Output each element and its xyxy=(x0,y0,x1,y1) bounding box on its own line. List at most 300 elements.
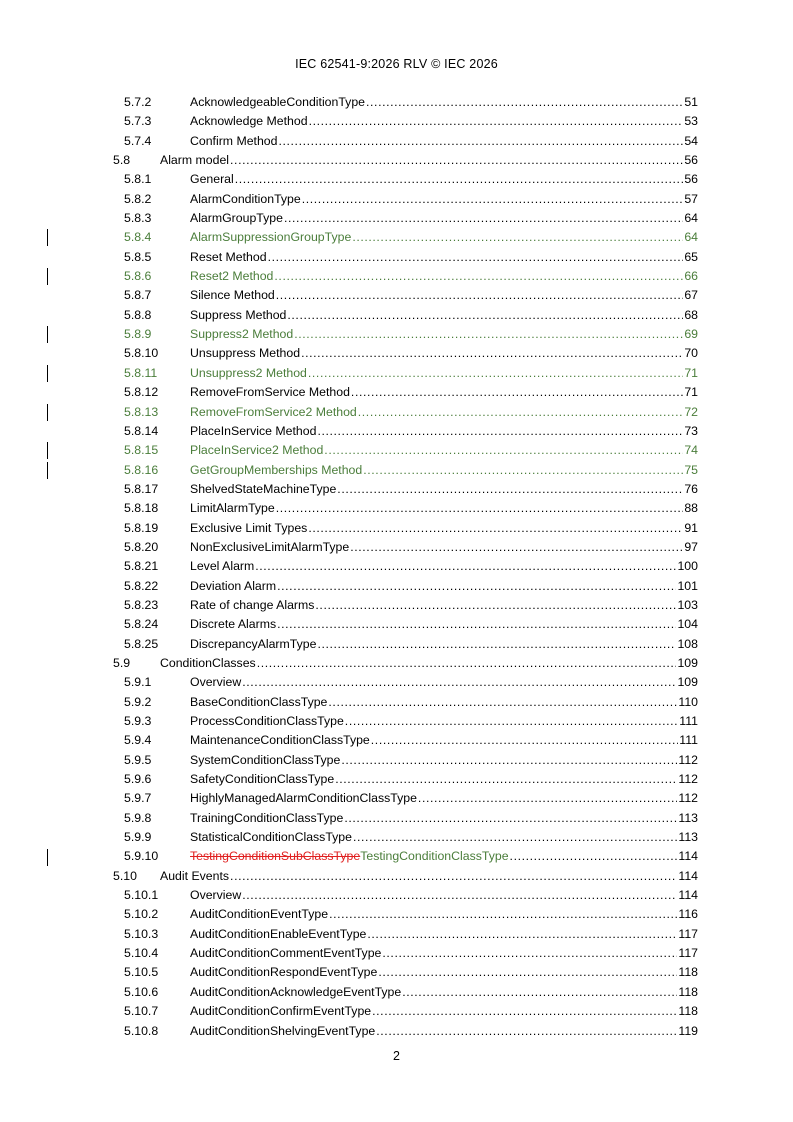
toc-entry-page: 73 xyxy=(684,423,698,438)
dot-leader xyxy=(276,499,684,518)
toc-entry[interactable] xyxy=(110,538,700,557)
toc-entry-page: 108 xyxy=(677,636,698,651)
toc-entry[interactable] xyxy=(110,944,700,963)
dot-leader xyxy=(341,751,677,770)
dot-leader xyxy=(382,944,677,963)
toc-entry-number: 5.8.23 xyxy=(124,597,159,612)
toc-entry-number: 5.10.7 xyxy=(124,1004,159,1019)
toc-entry-number: 5.8.24 xyxy=(124,617,159,632)
toc-entry-number: 5.10.1 xyxy=(124,888,159,903)
toc-entry-title[interactable] xyxy=(190,847,509,866)
dot-leader xyxy=(274,267,683,286)
toc-entry[interactable] xyxy=(110,983,700,1002)
toc-entry-body xyxy=(190,422,698,441)
toc-entry-body xyxy=(190,403,698,422)
toc-entry-body xyxy=(190,635,698,654)
toc-entry[interactable] xyxy=(110,151,700,170)
toc-entry[interactable] xyxy=(110,577,700,596)
toc-entry-body xyxy=(190,828,698,847)
change-bar xyxy=(47,229,48,246)
toc-entry-page: 119 xyxy=(678,1023,698,1038)
toc-entry-body xyxy=(190,731,698,750)
toc-entry[interactable] xyxy=(110,847,700,866)
dot-leader xyxy=(235,170,684,189)
page-number: 2 xyxy=(393,1049,400,1063)
change-bar xyxy=(47,365,48,382)
dot-leader xyxy=(372,1002,677,1021)
toc-entry-body xyxy=(190,209,698,228)
toc-entry-title[interactable]: Deviation Alarm xyxy=(190,578,277,593)
toc-entry-page: 56 xyxy=(684,153,698,168)
toc-entry-page: 113 xyxy=(678,830,698,845)
dot-leader xyxy=(308,364,683,383)
toc-entry-number: 5.8.5 xyxy=(124,249,152,264)
toc-entry-title[interactable]: PlaceInService Method xyxy=(190,423,317,438)
toc-entry[interactable] xyxy=(110,867,700,886)
toc-entry[interactable] xyxy=(110,809,700,828)
toc-entry-body xyxy=(190,364,698,383)
toc-entry[interactable] xyxy=(110,557,700,576)
toc-entry-title[interactable]: LimitAlarmType xyxy=(190,501,275,516)
dot-leader xyxy=(352,228,683,247)
dot-leader xyxy=(276,286,684,305)
inserted-title-text: TestingConditionClassType xyxy=(360,849,509,864)
toc-entry-body xyxy=(190,693,698,712)
toc-entry-title[interactable]: NonExclusiveLimitAlarmType xyxy=(190,539,350,554)
dot-leader xyxy=(329,905,677,924)
toc-entry-page: 64 xyxy=(684,211,698,226)
toc-entry-page: 54 xyxy=(684,133,698,148)
dot-leader xyxy=(317,422,683,441)
toc-entry-page: 75 xyxy=(684,462,698,477)
toc-entry-body xyxy=(190,93,698,112)
toc-entry-page: 117 xyxy=(678,946,698,961)
toc-entry-body xyxy=(190,847,698,866)
toc-entry-title[interactable]: HighlyManagedAlarmConditionClassType xyxy=(190,791,417,806)
toc-entry-title[interactable]: DiscrepancyAlarmType xyxy=(190,636,317,651)
toc-entry-page: 114 xyxy=(678,868,698,883)
dot-leader xyxy=(344,809,677,828)
toc-entry-page: 68 xyxy=(684,307,698,322)
toc-entry-number: 5.8.8 xyxy=(124,307,152,322)
toc-entry-body xyxy=(190,963,698,982)
toc-entry-page: 97 xyxy=(684,539,698,554)
toc-entry-page: 71 xyxy=(684,365,698,380)
toc-entry[interactable] xyxy=(110,770,700,789)
toc-entry-body xyxy=(190,925,698,944)
toc-entry-page: 118 xyxy=(678,965,698,980)
toc-entry-number: 5.8.25 xyxy=(124,636,159,651)
dot-leader xyxy=(324,441,683,460)
toc-entry-page: 114 xyxy=(678,849,698,864)
dot-leader xyxy=(363,461,683,480)
toc-entry-page: 72 xyxy=(684,404,698,419)
toc-entry-body xyxy=(190,112,698,131)
toc-entry[interactable] xyxy=(110,403,700,422)
toc-entry[interactable] xyxy=(110,635,700,654)
toc-entry-number: 5.10.6 xyxy=(124,984,159,999)
toc-entry-title[interactable]: StatisticalConditionClassType xyxy=(190,830,352,845)
toc-entry-number: 5.10.3 xyxy=(124,926,159,941)
toc-entry-title[interactable]: PlaceInService2 Method xyxy=(190,443,324,458)
toc-entry-title[interactable]: SystemConditionClassType xyxy=(190,752,341,767)
toc-entry-title[interactable]: Exclusive Limit Types xyxy=(190,520,308,535)
toc-entry-number: 5.8.12 xyxy=(124,385,159,400)
toc-entry-title[interactable]: Alarm model xyxy=(160,153,230,168)
toc-entry-body xyxy=(160,867,698,886)
toc-entry-title[interactable]: Level Alarm xyxy=(190,559,255,574)
toc-entry-number: 5.7.3 xyxy=(124,114,152,129)
toc-entry-body xyxy=(190,770,698,789)
dot-leader xyxy=(230,867,677,886)
toc-entry-page: 101 xyxy=(677,578,698,593)
dot-leader xyxy=(309,112,684,131)
toc-entry-number: 5.8.20 xyxy=(124,539,159,554)
dot-leader xyxy=(287,306,683,325)
toc-entry-title[interactable]: AlarmGroupType xyxy=(190,211,283,226)
toc-entry-title[interactable]: AuditConditionEventType xyxy=(190,907,329,922)
dot-leader xyxy=(277,577,676,596)
toc-entry-title[interactable]: BaseConditionClassType xyxy=(190,694,328,709)
toc-entry-body xyxy=(160,654,698,673)
toc-entry-body xyxy=(190,383,698,402)
toc-entry-number: 5.9.3 xyxy=(124,714,152,728)
toc-entry-number: 5.9.6 xyxy=(124,772,152,787)
toc-entry[interactable] xyxy=(110,190,700,209)
toc-entry-number: 5.9.10 xyxy=(124,849,159,864)
dot-leader xyxy=(317,635,676,654)
toc-entry-page: 64 xyxy=(684,230,698,245)
toc-entry-number: 5.8.2 xyxy=(124,191,152,206)
table-of-contents xyxy=(110,93,700,1041)
dot-leader xyxy=(242,886,677,905)
toc-entry-number: 5.9.9 xyxy=(124,830,152,845)
toc-entry-page: 118 xyxy=(678,984,698,999)
toc-entry-title[interactable]: Suppress2 Method xyxy=(190,327,294,342)
toc-entry[interactable] xyxy=(110,422,700,441)
toc-entry[interactable] xyxy=(110,905,700,924)
toc-entry-number: 5.8.4 xyxy=(124,230,152,245)
toc-entry-page: 111 xyxy=(679,714,698,728)
toc-entry-title[interactable]: Unsuppress Method xyxy=(190,346,301,361)
dot-leader xyxy=(284,209,683,228)
toc-entry-body xyxy=(190,886,698,905)
toc-entry-page: 66 xyxy=(684,269,698,284)
change-bar xyxy=(47,326,48,343)
toc-entry-title[interactable]: AuditConditionEnableEventType xyxy=(190,926,367,941)
toc-entry-title[interactable]: Unsuppress2 Method xyxy=(190,365,307,380)
toc-entry[interactable] xyxy=(110,596,700,615)
toc-entry-page: 112 xyxy=(678,791,698,806)
toc-entry[interactable] xyxy=(110,306,700,325)
toc-entry[interactable] xyxy=(110,93,700,112)
toc-entry-page: 116 xyxy=(678,907,698,922)
toc-entry-title[interactable]: AlarmSuppressionGroupType xyxy=(190,230,352,245)
toc-entry-page: 65 xyxy=(684,249,698,264)
change-bar xyxy=(47,442,48,459)
toc-entry-page: 67 xyxy=(684,288,698,303)
toc-entry[interactable] xyxy=(110,789,700,808)
toc-entry-body xyxy=(190,944,698,963)
toc-entry-title[interactable]: Reset Method xyxy=(190,249,267,264)
toc-entry-body xyxy=(160,151,698,170)
toc-entry-body xyxy=(190,596,698,615)
toc-entry-title[interactable]: Overview xyxy=(190,888,242,903)
toc-entry-number: 5.7.4 xyxy=(124,133,152,148)
toc-entry-page: 111 xyxy=(679,733,698,748)
page-header: IEC 62541-9:2026 RLV © IEC 2026 xyxy=(295,57,498,71)
dot-leader xyxy=(302,190,684,209)
toc-entry-number: 5.8.9 xyxy=(124,327,152,342)
toc-entry-body xyxy=(190,461,698,480)
toc-entry-number: 5.8.6 xyxy=(124,269,152,284)
toc-entry-number: 5.8.15 xyxy=(124,443,159,458)
dot-leader xyxy=(257,654,677,673)
toc-entry[interactable] xyxy=(110,170,700,189)
dot-leader xyxy=(268,248,684,267)
toc-entry-title[interactable]: Rate of change Alarms xyxy=(190,597,315,612)
toc-entry-body xyxy=(190,267,698,286)
dot-leader xyxy=(337,480,683,499)
toc-entry-body xyxy=(190,170,698,189)
toc-entry-body xyxy=(190,480,698,499)
toc-entry[interactable] xyxy=(110,441,700,460)
toc-entry-page: 100 xyxy=(677,559,698,574)
dot-leader xyxy=(378,963,677,982)
toc-entry-body xyxy=(190,712,698,731)
toc-entry-number: 5.9.7 xyxy=(124,791,152,806)
toc-entry[interactable] xyxy=(110,1022,700,1041)
toc-entry-number: 5.10.2 xyxy=(124,907,159,922)
toc-entry[interactable] xyxy=(110,480,700,499)
toc-entry-number: 5.10 xyxy=(113,868,137,883)
toc-entry-number: 5.8.22 xyxy=(124,578,159,593)
toc-entry-title[interactable]: Confirm Method xyxy=(190,133,278,148)
toc-entry-title[interactable]: Suppress Method xyxy=(190,307,287,322)
toc-entry[interactable] xyxy=(110,828,700,847)
dot-leader xyxy=(242,673,676,692)
toc-entry-title[interactable]: Discrete Alarms xyxy=(190,617,277,632)
toc-entry[interactable] xyxy=(110,325,700,344)
dot-leader xyxy=(402,983,677,1002)
toc-entry[interactable] xyxy=(110,344,700,363)
dot-leader xyxy=(367,925,677,944)
toc-entry[interactable] xyxy=(110,228,700,247)
toc-entry-number: 5.7.2 xyxy=(124,95,152,109)
toc-entry-title[interactable]: AuditConditionCommentEventType xyxy=(190,946,382,961)
toc-entry-number: 5.8.17 xyxy=(124,481,159,496)
toc-entry-title[interactable]: RemoveFromService2 Method xyxy=(190,404,357,419)
dot-leader xyxy=(358,403,684,422)
toc-entry-body xyxy=(190,809,698,828)
toc-entry-page: 91 xyxy=(684,520,698,535)
toc-entry-page: 51 xyxy=(684,95,698,109)
change-bar xyxy=(47,268,48,285)
toc-entry-page: 69 xyxy=(684,327,698,342)
toc-entry-title[interactable]: AlarmConditionType xyxy=(190,191,301,206)
dot-leader xyxy=(278,132,683,151)
toc-entry[interactable] xyxy=(110,673,700,692)
dot-leader xyxy=(371,731,679,750)
toc-entry-number: 5.9.4 xyxy=(124,733,152,748)
toc-entry-number: 5.8.1 xyxy=(124,172,152,187)
toc-entry-number: 5.9.8 xyxy=(124,810,152,825)
deleted-title-text: TestingConditionSubClassType xyxy=(190,849,361,864)
dot-leader xyxy=(376,1022,677,1041)
toc-entry-page: 109 xyxy=(677,675,698,690)
toc-entry-title[interactable]: Reset2 Method xyxy=(190,269,274,284)
dot-leader xyxy=(277,615,676,634)
toc-entry[interactable] xyxy=(110,286,700,305)
toc-entry-page: 74 xyxy=(684,443,698,458)
dot-leader xyxy=(294,325,683,344)
toc-entry-page: 112 xyxy=(678,752,698,767)
toc-entry[interactable] xyxy=(110,364,700,383)
dot-leader xyxy=(230,151,683,170)
toc-entry-number: 5.10.5 xyxy=(124,965,159,980)
toc-entry-body xyxy=(190,538,698,557)
toc-entry[interactable] xyxy=(110,461,700,480)
toc-entry[interactable] xyxy=(110,886,700,905)
toc-entry-body xyxy=(190,132,698,151)
toc-entry[interactable] xyxy=(110,693,700,712)
toc-entry[interactable] xyxy=(110,248,700,267)
toc-entry-page: 57 xyxy=(684,191,698,206)
dot-leader xyxy=(315,596,676,615)
toc-entry[interactable] xyxy=(110,654,700,673)
toc-entry[interactable] xyxy=(110,1002,700,1021)
toc-entry-body xyxy=(190,499,698,518)
toc-entry[interactable] xyxy=(110,731,700,750)
toc-entry-title[interactable]: Audit Events xyxy=(160,868,230,883)
change-bar xyxy=(47,462,48,479)
toc-entry-page: 118 xyxy=(678,1004,698,1019)
toc-entry-title[interactable]: AuditConditionConfirmEventType xyxy=(190,1004,372,1019)
toc-entry-title[interactable]: General xyxy=(190,172,234,187)
toc-entry-title[interactable]: ShelvedStateMachineType xyxy=(190,481,337,496)
toc-entry-body xyxy=(190,228,698,247)
toc-entry-title[interactable]: RemoveFromService Method xyxy=(190,385,350,400)
toc-entry-number: 5.8.10 xyxy=(124,346,159,361)
toc-entry-page: 104 xyxy=(677,617,698,632)
toc-entry[interactable] xyxy=(110,712,700,731)
dot-leader xyxy=(350,538,683,557)
dot-leader xyxy=(353,828,677,847)
toc-entry-body xyxy=(190,983,698,1002)
toc-entry[interactable] xyxy=(110,519,700,538)
toc-entry[interactable] xyxy=(110,267,700,286)
toc-entry-number: 5.8.19 xyxy=(124,520,159,535)
toc-entry-page: 76 xyxy=(684,481,698,496)
toc-entry-body xyxy=(190,248,698,267)
toc-entry-page: 109 xyxy=(677,655,698,670)
dot-leader xyxy=(510,847,678,866)
toc-entry-body xyxy=(190,1022,698,1041)
toc-entry-page: 117 xyxy=(678,926,698,941)
toc-entry-body xyxy=(190,190,698,209)
toc-entry-page: 53 xyxy=(684,114,698,129)
toc-entry[interactable] xyxy=(110,925,700,944)
toc-entry-body xyxy=(190,1002,698,1021)
toc-entry-page: 112 xyxy=(678,772,698,787)
toc-entry-number: 5.8.18 xyxy=(124,501,159,516)
toc-entry-title[interactable]: AcknowledgeableConditionType xyxy=(190,95,366,109)
toc-entry-page: 110 xyxy=(678,694,698,709)
toc-entry-number: 5.10.4 xyxy=(124,946,159,961)
dot-leader xyxy=(308,519,683,538)
toc-entry-body xyxy=(190,751,698,770)
toc-entry[interactable] xyxy=(110,615,700,634)
toc-entry-body xyxy=(190,615,698,634)
toc-entry-page: 114 xyxy=(678,888,698,903)
toc-entry-page: 88 xyxy=(684,501,698,516)
toc-entry-page: 113 xyxy=(678,810,698,825)
toc-entry-title[interactable]: GetGroupMemberships Method xyxy=(190,462,363,477)
toc-entry[interactable] xyxy=(110,383,700,402)
toc-entry[interactable] xyxy=(110,751,700,770)
toc-entry[interactable] xyxy=(110,963,700,982)
toc-entry-title[interactable]: ProcessConditionClassType xyxy=(190,714,344,728)
dot-leader xyxy=(335,770,677,789)
toc-entry-body xyxy=(190,905,698,924)
change-bar xyxy=(47,849,48,866)
toc-entry-title[interactable]: AuditConditionShelvingEventType xyxy=(190,1023,376,1038)
dot-leader xyxy=(301,344,683,363)
dot-leader xyxy=(328,693,677,712)
toc-entry-page: 70 xyxy=(684,346,698,361)
toc-entry-number: 5.8.11 xyxy=(124,365,158,380)
toc-entry-number: 5.9 xyxy=(113,655,131,670)
toc-entry[interactable] xyxy=(110,112,700,131)
toc-entry-title[interactable]: SafetyConditionClassType xyxy=(190,772,335,787)
toc-entry-number: 5.8.21 xyxy=(124,559,159,574)
dot-leader xyxy=(255,557,676,576)
toc-entry-title[interactable]: AuditConditionAcknowledgeEventType xyxy=(190,984,402,999)
toc-entry-number: 5.8.14 xyxy=(124,423,159,438)
toc-entry-number: 5.8 xyxy=(113,153,131,168)
toc-entry-title[interactable]: ConditionClasses xyxy=(160,655,256,670)
toc-entry-body xyxy=(190,441,698,460)
dot-leader xyxy=(345,712,679,731)
toc-entry-page: 71 xyxy=(684,385,698,400)
dot-leader xyxy=(366,93,683,112)
dot-leader xyxy=(351,383,683,402)
toc-entry-number: 5.8.3 xyxy=(124,211,152,226)
toc-entry-body xyxy=(190,577,698,596)
toc-entry[interactable] xyxy=(110,132,700,151)
toc-entry-body xyxy=(190,325,698,344)
dot-leader xyxy=(418,789,677,808)
toc-entry-number: 5.8.16 xyxy=(124,462,159,477)
toc-entry-page: 103 xyxy=(677,597,698,612)
toc-entry-title[interactable]: Silence Method xyxy=(190,288,275,303)
toc-entry-number: 5.8.13 xyxy=(124,404,159,419)
toc-entry-number: 5.10.8 xyxy=(124,1023,159,1038)
toc-entry-body xyxy=(190,344,698,363)
change-bar xyxy=(47,404,48,421)
toc-entry-body xyxy=(190,557,698,576)
toc-entry-body xyxy=(190,286,698,305)
toc-entry-title[interactable]: TrainingConditionClassType xyxy=(190,810,344,825)
toc-entry[interactable] xyxy=(110,209,700,228)
toc-entry-title[interactable]: AuditConditionRespondEventType xyxy=(190,965,378,980)
toc-entry-title[interactable]: MaintenanceConditionClassType xyxy=(190,733,370,748)
toc-entry-body xyxy=(190,789,698,808)
toc-entry-title[interactable]: Acknowledge Method xyxy=(190,114,308,129)
toc-entry[interactable] xyxy=(110,499,700,518)
toc-entry-number: 5.8.7 xyxy=(124,288,152,303)
toc-entry-title[interactable]: Overview xyxy=(190,675,242,690)
